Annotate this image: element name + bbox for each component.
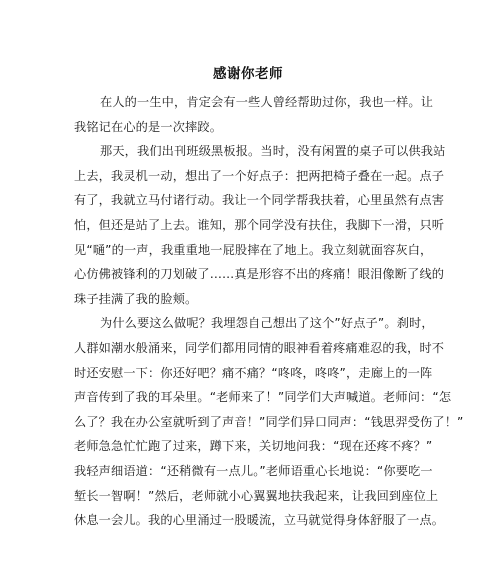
paragraph-line: 么了？我在办公室就听到了声音！”同学们异口同声：“钱思羿受伤了！”	[74, 414, 464, 429]
paragraph-line: 为什么要这么做呢？我埋怨自己想出了这个”好点子”。刹时，	[100, 316, 434, 331]
paragraph-line: 心仿佛被锋利的刀划破了……真是形容不出的疼痛！眼泪像断了线的	[74, 267, 445, 282]
paragraph-line: 见“嗵”的一声，我重重地一屁股摔在了地上。我立刻就面容灰白，	[74, 242, 433, 257]
paragraph-line: 老师急急忙忙跑了过来，蹲下来，关切地问我：“现在还疼不疼？”	[74, 439, 433, 454]
paragraph-line: 休息一会儿。我的心里涌过一股暖流，立马就觉得身体舒服了一点。	[74, 513, 445, 528]
paragraph-line: 声音传到了我的耳朵里。“老师来了！”同学们大声喊道。老师问：“怎	[74, 390, 452, 405]
paragraph-line: 我轻声细语道：“还稍微有一点儿。”老师语重心长地说：“你要吃一	[74, 463, 433, 478]
document-body	[74, 90, 464, 533]
paragraph-line: 那天，我们出刊班级黑板报。当时，没有闲置的桌子可以供我站	[100, 144, 446, 159]
document-title: 感谢你老师	[213, 66, 283, 82]
paragraph-line: 上去，我灵机一动，想出了一个好点子：把两把椅子叠在一起。点子	[74, 168, 445, 183]
paragraph-line: 堑长一智啊！”然后，老师就小心翼翼地扶我起来，让我回到座位上	[74, 488, 439, 503]
paragraph-line: 珠子挂满了我的脸颊。	[74, 291, 198, 306]
paragraph-line: 有了，我就立马付诸行动。我让一个同学帮我扶着，心里虽然有点害	[74, 193, 445, 208]
paragraph-line: 我铭记在心的是一次摔跤。	[74, 119, 223, 134]
paragraph-line: 怕，但还是站了上去。谁知，那个同学没有扶住，我脚下一滑，只听	[74, 217, 445, 232]
paragraph-line: 时还安慰一下：你还好吧？痛不痛？“咚咚，咚咚”，走廊上的一阵	[74, 365, 433, 380]
paragraph-line: 人群如潮水般涌来，同学们都用同情的眼神看着疼痛难忍的我，时不	[74, 340, 445, 355]
paragraph-line: 在人的一生中，肯定会有一些人曾经帮助过你，我也一样。让	[100, 95, 434, 109]
